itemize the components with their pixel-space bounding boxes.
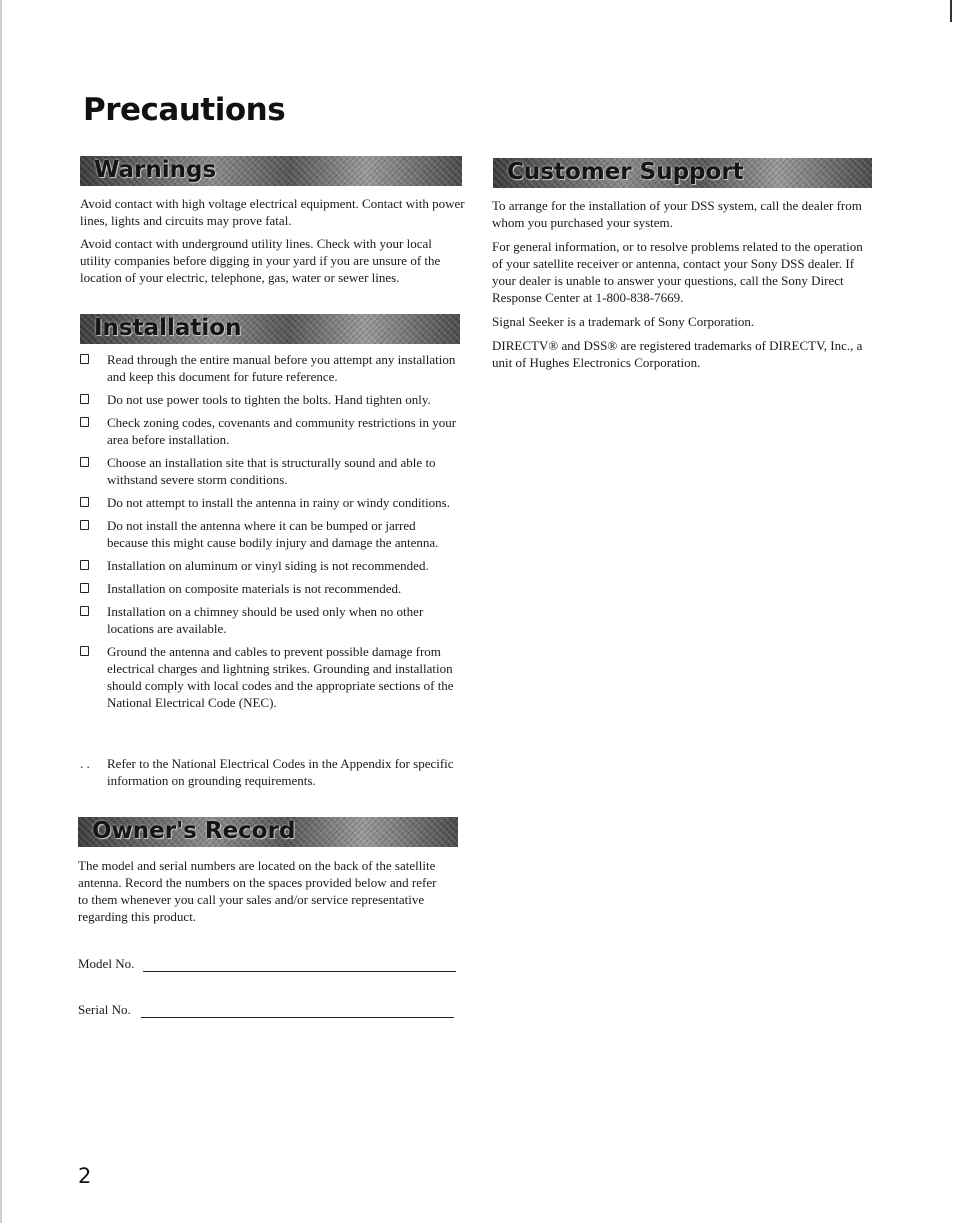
customer-support-banner [493, 158, 872, 188]
serial-number-label: Serial No. [78, 1002, 131, 1017]
model-number-line[interactable] [143, 971, 456, 972]
checklist-item: Installation on aluminum or vinyl siding is not recommended. [80, 557, 460, 574]
checklist-item: Installation on composite materials is not recommended. [80, 580, 460, 597]
checklist-item: Choose an installation site that is structurally sound and able to withstand severe storm conditions. [80, 454, 460, 488]
page-title: Precautions [83, 92, 286, 128]
support-paragraph-2: For general information, or to resolve problems related to the operation of your satellite receiver or antenna, contact your Sony DSS dealer. If your dealer is unable to answer your questions, call the Sony Direct Response Center at 1-800-838-7669. [492, 239, 863, 305]
checklist-item: Do not attempt to install the antenna in rainy or windy conditions. [80, 494, 460, 511]
checklist-item: Read through the entire manual before you attempt any installation and keep this document for future reference. [80, 351, 460, 385]
checkbox-icon [80, 560, 89, 570]
warnings-banner [80, 156, 462, 186]
warnings-paragraph-1: Avoid contact with high voltage electrical equipment. Contact with power lines, lights and circuits may prove fatal. [80, 196, 465, 228]
owners-record-banner [78, 817, 458, 847]
checkbox-icon [80, 583, 89, 593]
grounding-note: . . Refer to the National Electrical Codes in the Appendix for specific information on grounding requirements. [80, 756, 454, 788]
support-paragraph-1: To arrange for the installation of your DSS system, call the dealer from whom you purchased your system. [492, 198, 862, 230]
note-dots-icon: . . [80, 756, 90, 771]
left-scan-edge [0, 0, 2, 1223]
checklist-item: Check zoning codes, covenants and community restrictions in your area before installation. [80, 414, 460, 448]
checkbox-icon [80, 354, 89, 364]
checklist-item: Ground the antenna and cables to prevent possible damage from electrical charges and lightning strikes. Grounding and installation should comply with local codes and the appropriate sections of the National Electrical Code (NEC). [80, 643, 460, 711]
checklist-item: Do not use power tools to tighten the bolts. Hand tighten only. [80, 391, 460, 408]
owners-record-paragraph: The model and serial numbers are located on the back of the satellite antenna. Record the numbers on the spaces provided below and refer to them whenever you call your sales and/or service representative regarding this product. [78, 858, 437, 924]
owners-record-heading: Owner's Record [92, 818, 296, 844]
installation-checklist [80, 351, 460, 711]
checkbox-icon [80, 646, 89, 656]
checkbox-icon [80, 417, 89, 427]
warnings-paragraph-2: Avoid contact with underground utility lines. Check with your local utility companies before digging in your yard if you are unsure of the location of your electric, telephone, gas, water or sewer lines. [80, 236, 441, 285]
installation-heading: Installation [94, 315, 242, 341]
serial-number-line[interactable] [141, 1017, 454, 1018]
trademark-signal-seeker: Signal Seeker is a trademark of Sony Corporation. [492, 314, 755, 329]
trademark-directv: DIRECTV® and DSS® are registered trademarks of DIRECTV, Inc., a unit of Hughes Electronics Corporation. [492, 338, 863, 370]
warnings-heading: Warnings [94, 157, 217, 183]
checkbox-icon [80, 520, 89, 530]
installation-banner [80, 314, 460, 344]
page-number: 2 [78, 1164, 92, 1188]
customer-support-heading: Customer Support [507, 159, 744, 185]
right-scan-mark [950, 0, 952, 22]
checklist-item: Installation on a chimney should be used only when no other locations are available. [80, 603, 460, 637]
checkbox-icon [80, 606, 89, 616]
model-number-label: Model No. [78, 956, 135, 971]
checkbox-icon [80, 457, 89, 467]
checklist-item: Do not install the antenna where it can be bumped or jarred because this might cause bodily injury and damage the antenna. [80, 517, 460, 551]
checkbox-icon [80, 394, 89, 404]
checkbox-icon [80, 497, 89, 507]
